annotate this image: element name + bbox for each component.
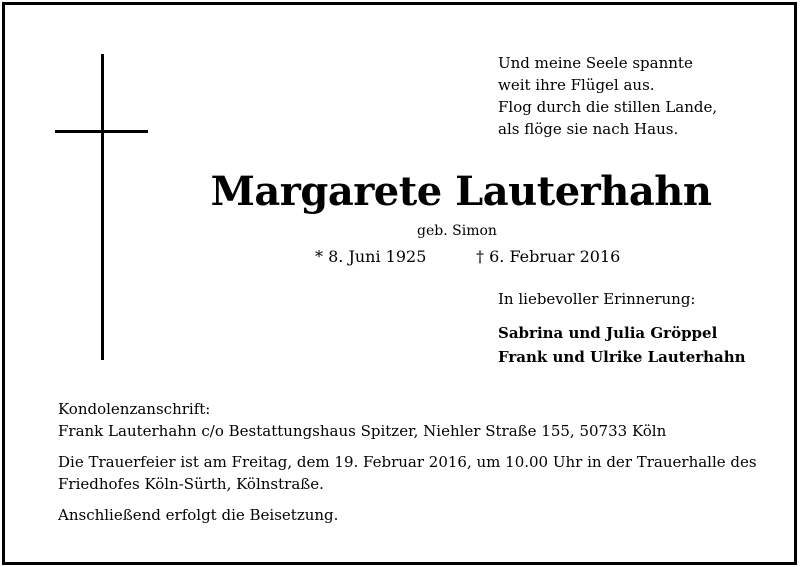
deceased-name: Margarete Lauterhahn: [210, 168, 712, 215]
poem-line: Und meine Seele spannte: [498, 54, 693, 72]
obituary-notice: [2, 2, 797, 565]
mourner-entry: Frank und Ulrike Lauterhahn: [498, 348, 746, 366]
mourners-list: [498, 321, 746, 369]
death-date: † 6. Februar 2016: [476, 247, 621, 266]
ceremony-text: Die Trauerfeier ist am Freitag, dem 19. Februar 2016, um 10.00 Uhr in der Trauerhalle des Friedhofes Köln-Sürth, Kölnstraße.: [58, 453, 757, 493]
ceremony-info: [58, 398, 778, 535]
condolence-block: [58, 398, 778, 442]
maiden-name: geb. Simon: [417, 223, 497, 239]
condolence-label: Kondolenzanschrift:: [58, 400, 211, 418]
burial-text: Anschließend erfolgt die Beisetzung.: [58, 506, 339, 524]
cross-icon-bar: [55, 130, 148, 133]
poem: [498, 52, 717, 140]
mourner-entry: Sabrina und Julia Gröppel: [498, 324, 718, 342]
poem-line: als flöge sie nach Haus.: [498, 120, 679, 138]
poem-line: weit ihre Flügel aus.: [498, 76, 655, 94]
poem-line: Flog durch die stillen Lande,: [498, 98, 718, 116]
birth-date: * 8. Juni 1925: [315, 247, 427, 266]
condolence-address: Frank Lauterhahn c/o Bestattungshaus Spitzer, Niehler Straße 155, 50733 Köln: [58, 422, 667, 440]
memory-heading: In liebevoller Erinnerung:: [498, 290, 696, 308]
